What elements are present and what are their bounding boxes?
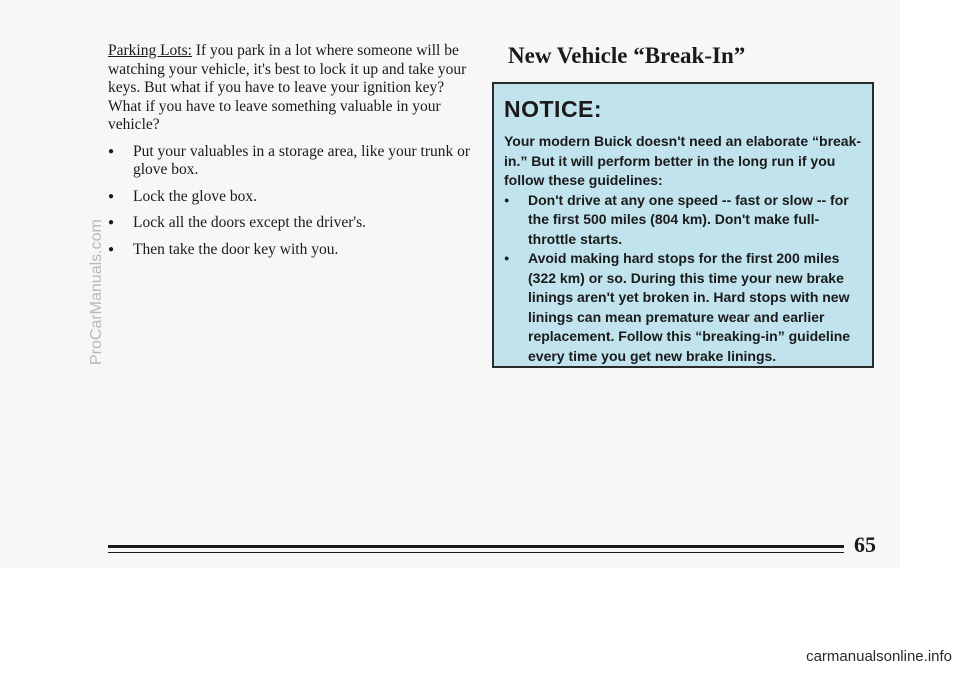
- parking-lots-label: Parking Lots:: [108, 42, 192, 59]
- section-heading: New Vehicle “Break-In”: [508, 43, 746, 68]
- footer-rule-thick: [108, 545, 844, 548]
- list-item: ● Then take the door key with you.: [108, 241, 480, 260]
- list-item: ● Don't drive at any one speed -- fast or slow -- for the first 500 miles (804 km). Don't make full-throttle starts.: [504, 191, 864, 250]
- footer-site-link[interactable]: carmanualsonline.info: [806, 648, 952, 665]
- list-item: ● Avoid making hard stops for the first 200 miles (322 km) or so. During this time your new brake linings aren't yet broken in. Hard stops with new linings can mean premature wear and earlier replacement. Follow this “breaking-in” guideline every time you get new brake linings.: [504, 249, 864, 366]
- footer-rule-thin: [108, 552, 844, 553]
- parking-lots-text: If you park in a lot where someone will be watching your vehicle, it's best to lock it up and take your keys. But what if you have to leave your ignition key? What if you have to leave something valuable in your vehicle?: [108, 42, 467, 133]
- notice-intro: Your modern Buick doesn't need an elaborate “break-in.” But it will perform better in the long run if you follow these guidelines:: [504, 133, 862, 188]
- list-item: ● Lock the glove box.: [108, 188, 480, 207]
- parking-tips-list: [108, 143, 480, 260]
- parking-lots-section: [108, 42, 480, 267]
- watermark-text: ProCarManuals.com: [88, 219, 105, 365]
- page-number: 65: [854, 532, 876, 557]
- notice-title: NOTICE:: [504, 96, 603, 122]
- notice-guidelines-list: [504, 191, 864, 367]
- notice-box: [492, 82, 874, 368]
- list-item: ● Lock all the doors except the driver's.: [108, 214, 480, 233]
- list-item: ● Put your valuables in a storage area, like your trunk or glove box.: [108, 143, 480, 180]
- parking-lots-paragraph: [108, 42, 480, 135]
